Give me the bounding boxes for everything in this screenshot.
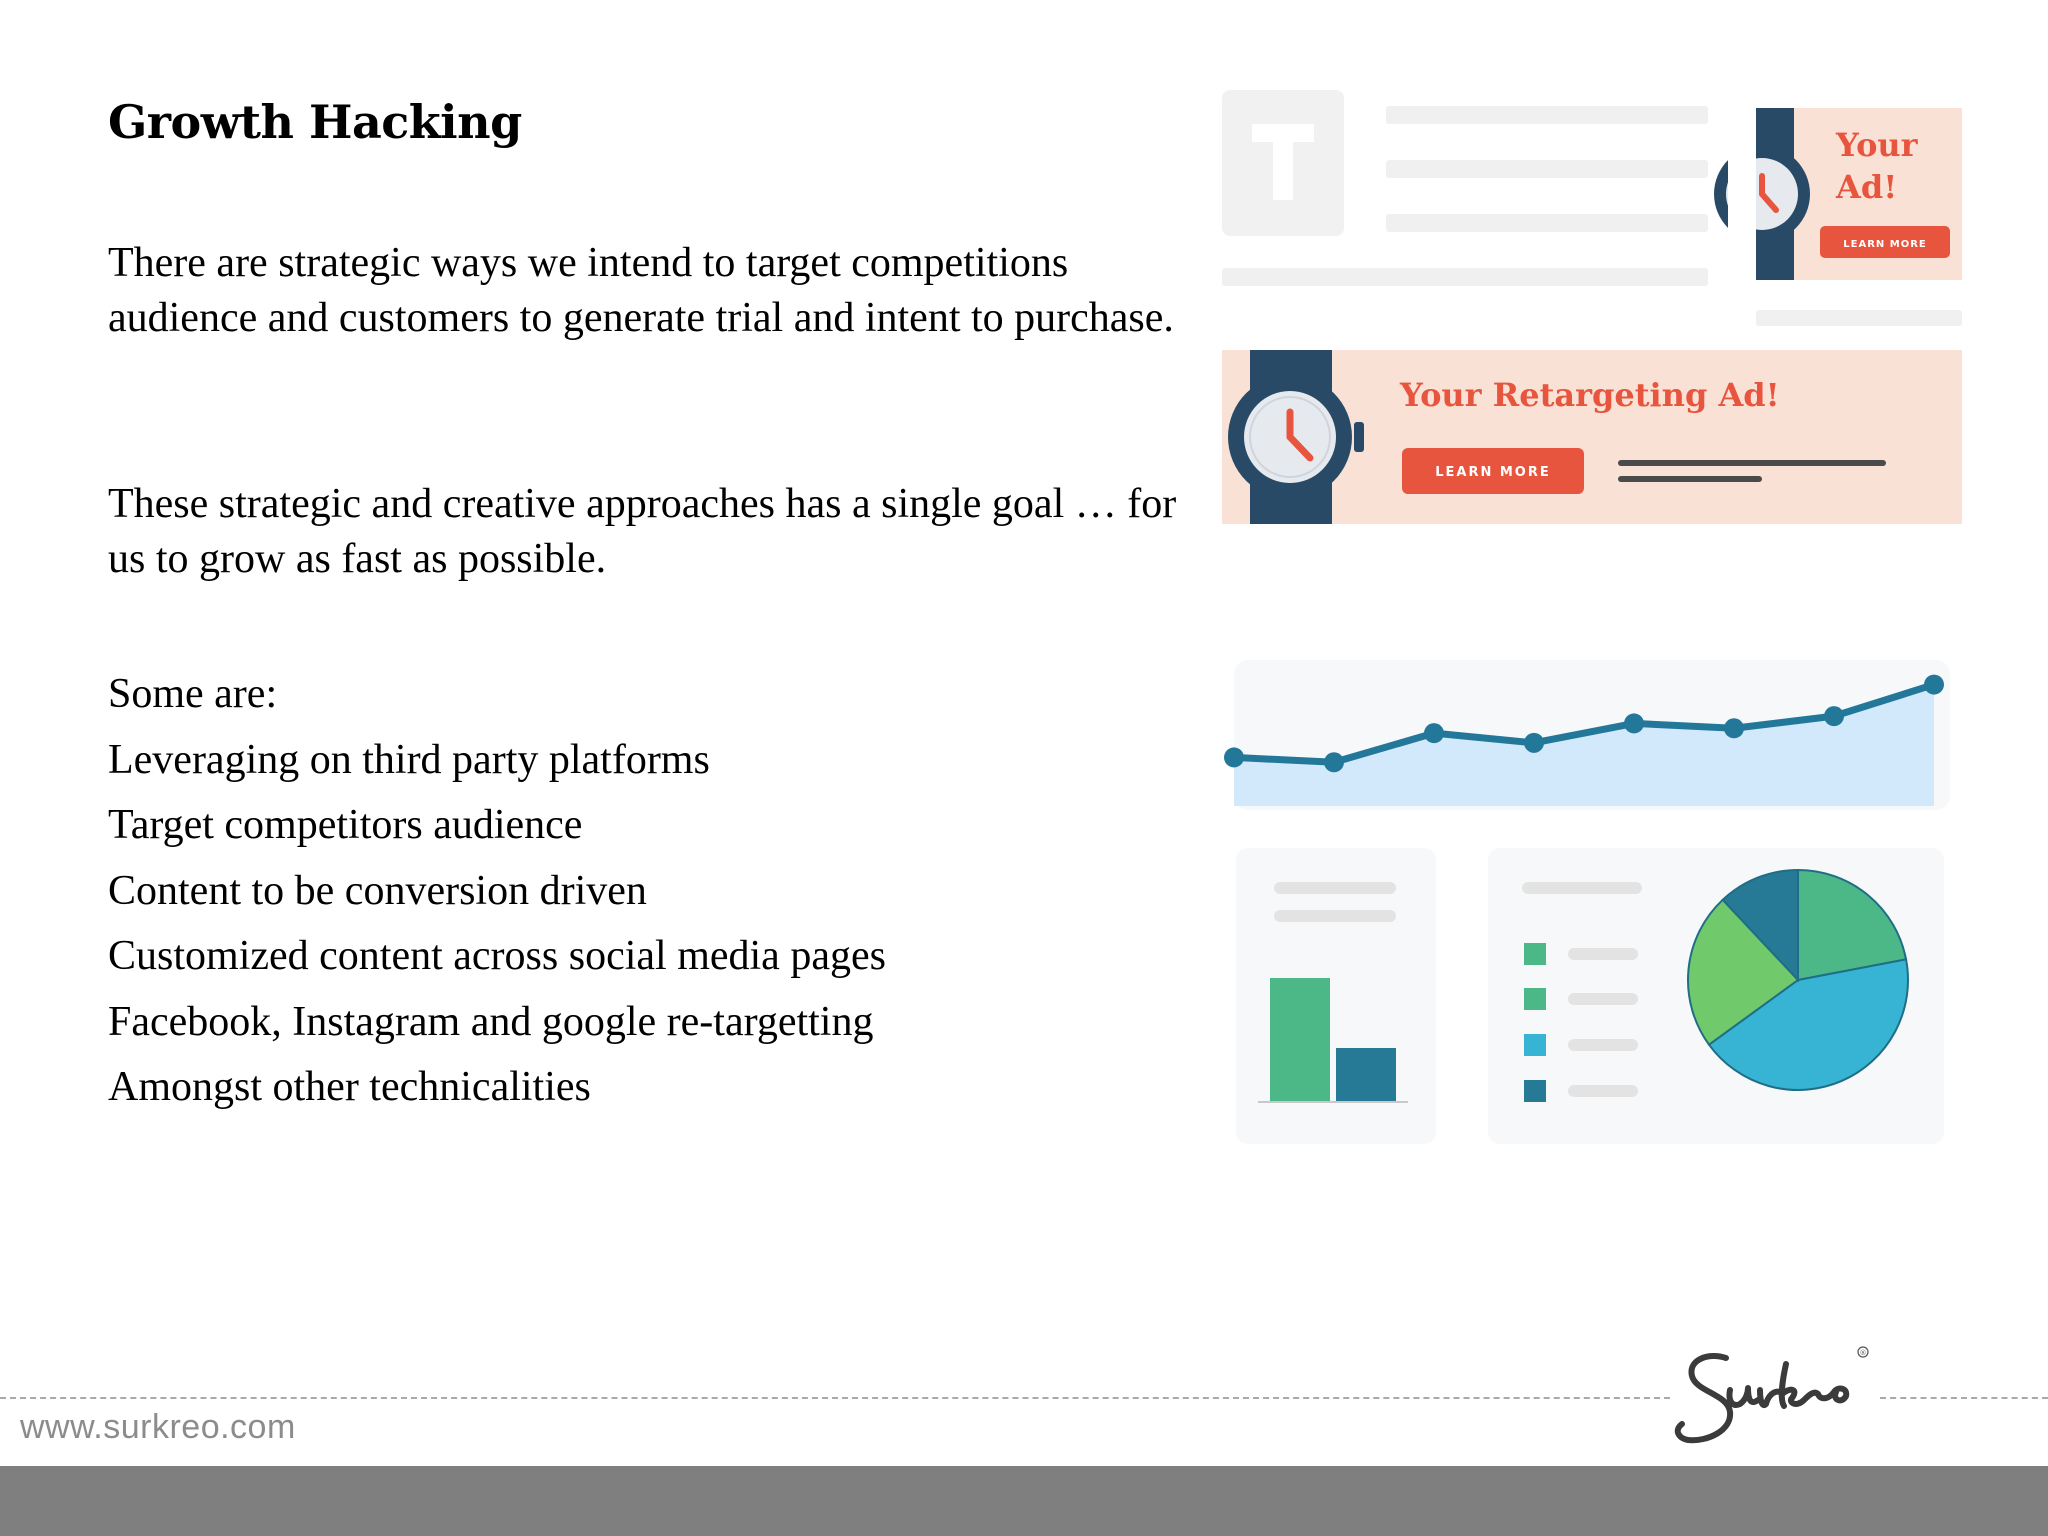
small-ad-headline-2: Ad! bbox=[1836, 168, 1898, 206]
list-item: Amongst other technicalities bbox=[108, 1064, 591, 1110]
line-chart-card bbox=[1224, 660, 1950, 810]
line-chart-point bbox=[1524, 733, 1544, 753]
line-chart-point bbox=[1624, 713, 1644, 733]
list-item: Target competitors audience bbox=[108, 802, 583, 848]
list-item: Content to be conversion driven bbox=[108, 867, 647, 914]
surkreo-logo bbox=[1668, 1338, 1878, 1458]
line-chart-point bbox=[1924, 675, 1944, 695]
intro-paragraph: There are strategic ways we intend to target competitions audience and customers to generate trial and intent to purchase. bbox=[108, 240, 1174, 341]
small-ad-button-label: LEARN MORE bbox=[1843, 239, 1927, 250]
line-chart-point bbox=[1824, 706, 1844, 726]
footer-bar bbox=[0, 1466, 2048, 1536]
legend-swatch bbox=[1524, 1080, 1546, 1102]
line-chart-point bbox=[1224, 747, 1244, 767]
line-chart-point bbox=[1724, 718, 1744, 738]
pie-chart-card bbox=[1488, 848, 1944, 1144]
bar-chart-card bbox=[1236, 848, 1436, 1144]
small-ad-headline-1: Your bbox=[1836, 126, 1918, 164]
legend-swatch bbox=[1524, 988, 1546, 1010]
registered-mark: ® bbox=[1859, 1349, 1867, 1357]
goal-paragraph: These strategic and creative approaches has a single goal … for us to grow as fast as possible. bbox=[108, 481, 1177, 582]
footer-url[interactable]: www.surkreo.com bbox=[20, 1408, 296, 1446]
legend-swatch bbox=[1524, 943, 1546, 965]
slide-title: Growth Hacking bbox=[108, 95, 522, 149]
list-intro: Some are: bbox=[108, 671, 278, 717]
marketing-illustration bbox=[1210, 80, 1970, 1160]
banner-ad-headline: Your Retargeting Ad! bbox=[1400, 376, 1780, 414]
legend-swatch bbox=[1524, 1034, 1546, 1056]
footer-divider bbox=[0, 1397, 1670, 1399]
bar bbox=[1336, 1048, 1396, 1102]
strategy-list bbox=[108, 662, 886, 1121]
list-item: Customized content across social media pages bbox=[108, 933, 886, 979]
line-chart-point bbox=[1324, 752, 1344, 772]
list-item: Facebook, Instagram and google re-targetting bbox=[108, 998, 874, 1045]
list-item: Leveraging on third party platforms bbox=[108, 736, 710, 783]
bar bbox=[1270, 978, 1330, 1102]
banner-ad-button-label: LEARN MORE bbox=[1435, 465, 1551, 480]
small-ad bbox=[1714, 108, 1962, 280]
retargeting-banner-ad bbox=[1222, 350, 1962, 524]
line-chart-point bbox=[1424, 723, 1444, 743]
footer-divider-right bbox=[1880, 1397, 2048, 1399]
